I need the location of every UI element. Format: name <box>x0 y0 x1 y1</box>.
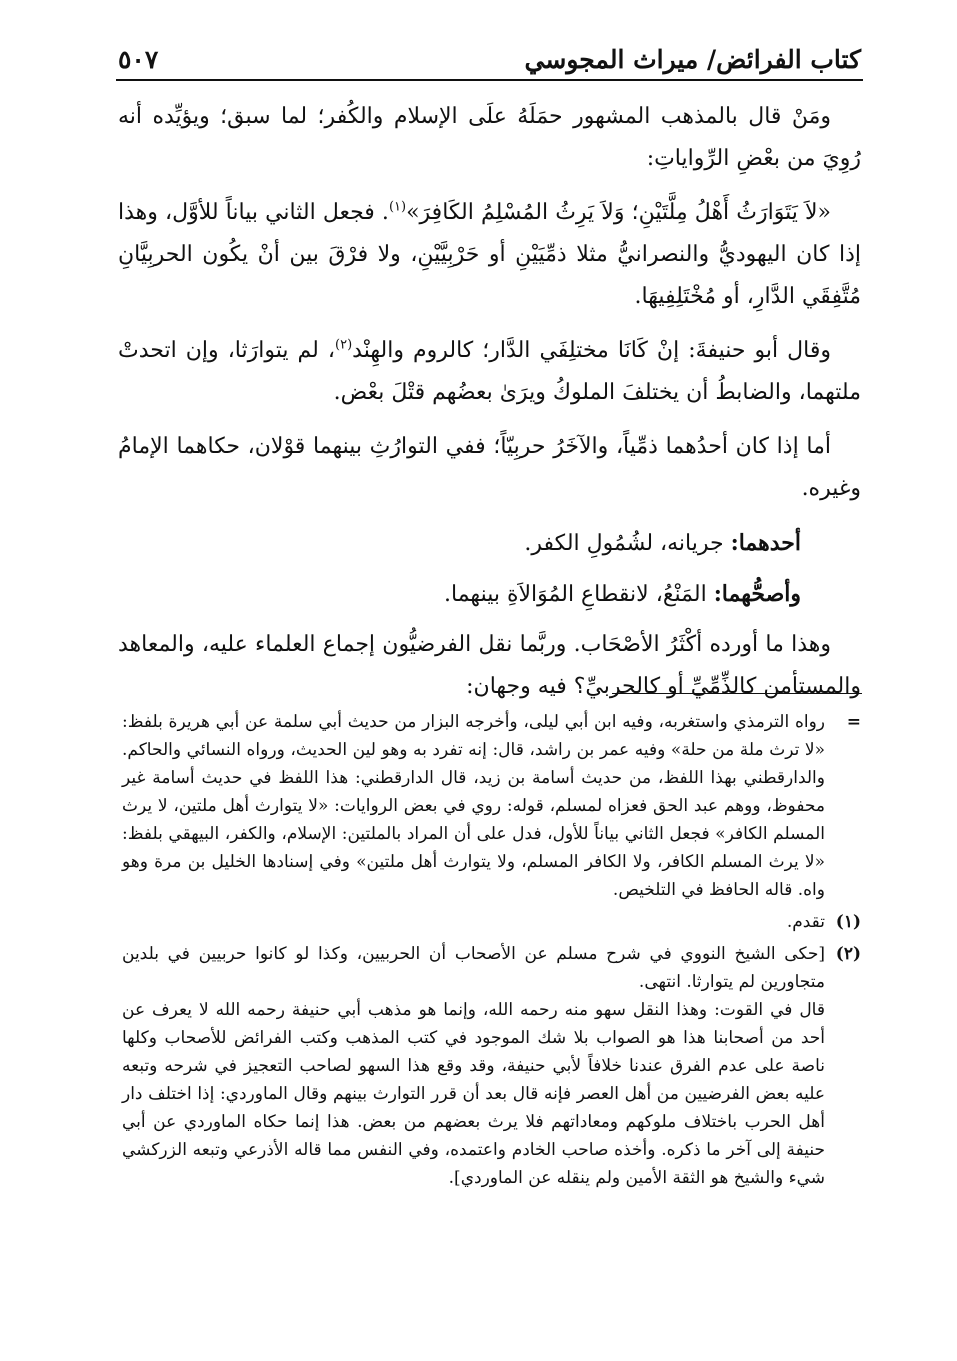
footnote-1-marker: (١) <box>835 912 861 932</box>
paragraph-3-rest: ، لم يتوارَثا، وإن اتحدتْ ملتهما، والضابطُ أن يختلفَ الملوكُ ويرَىٰ بعضُهم قتْلَ بعْض. <box>118 338 861 405</box>
page-number: ٥٠٧ <box>118 45 159 74</box>
opinion-2-text: المَنْعُ، لانقطاعِ المُوَالاَةِ بينهما. <box>444 582 714 607</box>
footnote-rule <box>612 693 862 694</box>
footnote-continued <box>122 708 861 904</box>
opinion-1 <box>118 522 861 565</box>
footnote-2-text-a: [حكى الشيخ النووي في شرح مسلم عن الأصحاب أن الحربيين، وكذا لو كانوا حربيين في بلدين متجاورين لم يتوارثا. انتهى. <box>122 944 825 992</box>
footnote-1-text: تقدم. <box>786 912 825 932</box>
paragraph-3 <box>118 330 861 414</box>
footnote-2-marker: (٢) <box>835 944 861 964</box>
footnote-2-text-b: قال في القوت: وهذا النقل سهو منه رحمه الله، وإنما هو مذهب أبي حنيفة رحمه الله لا يعرف عن أحد من أصحابنا هذا هو الصواب بلا شك الموجود في كتب المذهب وكتب الفرائض للأصحاب وكلها ناصة على عدم الفرق عندنا خلافاً لأبي حنيفة، وقد وقع هذا السهو لصاحب التعجيز في شرحه وتبعه عليه بعض الفرضيين من أهل العصر فإنه قال بعد أن قرر التوارث بينهم وقال الماوردي: إذا اختلف دار أهل الحرب باختلاف ملوكهم ومعاداتهم فلا يرث بعضهم من بعض. هذا إنما حكاه الماوردي عن أبي حنيفة إلى آخر ما ذكره. وأخذه صاحب الخادم واعتمده، وفي النفس مما قاله الأذرعي وتبعه الزركشي شيء والشيخ هو الثقة الأمين ولم ينقله عن الماوردي]. <box>122 1000 825 1188</box>
paragraph-5: وهذا ما أورده أكْثَرُ الأصْحَاب. وربَّما نقل الفرضيُّون إجماع العلماء عليه، والمعاهد والمستأمن كالذِّمِّيِّ أو كالحربيِّ؟ فيه وجهان: <box>118 632 861 699</box>
opinion-1-text: جريانه، لشُمُولِ الكفر. <box>524 531 731 556</box>
opinion-2-label: وأصحُّهما: <box>713 581 801 607</box>
paragraph-3-start: وقال أبو حنيفةَ: إنْ كَانَا مختلِفَي الدَّار؛ كالروم والهِنْد <box>352 338 831 363</box>
running-head <box>118 34 861 74</box>
paragraph-1: ومَنْ قال بالمذهب المشهور حمَلَهُ علَى الإسلام والكُفر؛ لما سبق؛ ويؤيِّده أنه رُوِيَ من بعْضِ الرِّواياتِ: <box>118 104 861 171</box>
footnote-continued-text: رواه الترمذي واستغربه، وفيه ابن أبي ليلى، وأخرجه البزار من حديث أبي سلمة عن أبي هريرة بلفظ: «لا ترث ملة من حلة» وفيه عمر بن راشد، قال: إنه تفرد به وهو لين الحديث، ورواه النسائي والحاكم. والدارقطني بهذا اللفظ، من حديث أسامة بن زيد، قال الدارقطني: هذا اللفظ في حديث أسامة غير محفوظ، ووهم عبد الحق فعزاه لمسلم، قوله: روي في بعض الروايات: «لا يتوارث أهل ملتين، لا يرث المسلم الكافر» فجعل الثاني بياناً للأول، فدل على أن المراد بالملتين: الإسلام، والكفر، البيهقي بلفظ: «لا يرث المسلم الكافر، ولا الكافر المسلم، ولا يتوارث أهل ملتين» وفي إسنادها الخليل بن مرة وهو واه. قاله الحافظ في التلخيص. <box>122 712 825 900</box>
paragraph-4: أما إذا كان أحدُهما ذمِّياً، والآخَرُ حربِيّاً؛ ففي التوارُثِ بينهما قوْلان، حكاهما الإمامُ وغيره. <box>118 434 861 501</box>
paragraph-2-rest: . فجعل الثاني بياناً للأوَّل، وهذا إذا كان اليهوديُّ والنصرانيُّ مثلا ذمِّيَيْنِ أو حَرْبِيَّيْنِ، ولا فرْقَ بين أنْ يكُون الحربِيَّانِ مُتَّفِقَي الدَّارِ، أو مُخْتَلِفِيهَا. <box>118 200 861 309</box>
footnote-2 <box>122 940 861 1192</box>
opinion-1-label: أحدهما: <box>730 530 801 556</box>
header-rule <box>116 79 863 81</box>
footnote-continued-marker: = <box>846 712 861 732</box>
footnote-ref-1: (١) <box>388 199 407 215</box>
footnote-1 <box>122 908 861 936</box>
opinion-2 <box>118 573 861 616</box>
footnotes <box>122 708 861 1192</box>
main-text <box>118 96 861 720</box>
paragraph-2 <box>118 192 861 318</box>
running-title: كتاب الفرائض/ ميراث المجوسي <box>524 45 861 74</box>
hadith-quote: «لاَ يَتَوَارَثُ أَهْلُ مِلَّتَيْنِ؛ وَلاَ يَرِثُ المُسْلِمُ الكَافِرَ» <box>406 200 831 225</box>
footnote-ref-2: (٢) <box>335 337 353 353</box>
